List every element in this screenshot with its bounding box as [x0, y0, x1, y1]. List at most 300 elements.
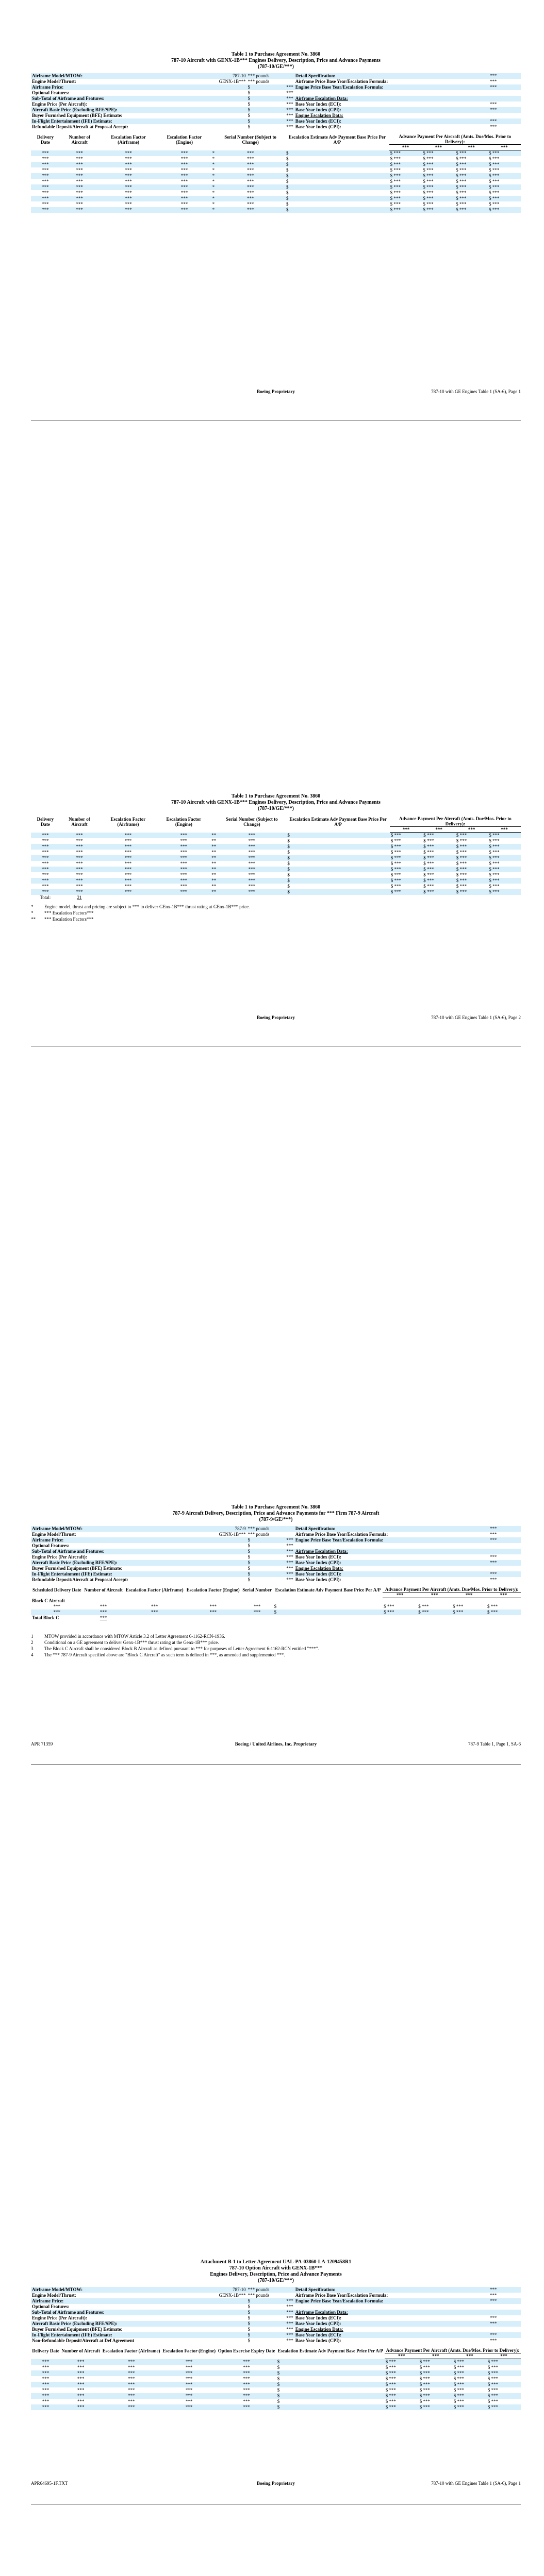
column-header: [286, 827, 389, 833]
summary-value: [466, 90, 521, 96]
total-row: [31, 895, 521, 901]
summary-label: Engine Model/Thrust:: [32, 2293, 76, 2298]
table-cell: $ ***: [455, 207, 488, 213]
summary-label: [294, 90, 466, 96]
summary-label: Engine Price (Per Aircraft):: [32, 101, 87, 107]
table-cell: ***: [60, 207, 100, 213]
summary-label: Airframe Price:: [31, 2298, 187, 2304]
summary-mid: [187, 107, 247, 113]
table-cell: ***: [127, 2387, 135, 2393]
summary-value: ***: [466, 1571, 521, 1577]
table-cell: ***: [124, 838, 132, 843]
summary-row: [31, 96, 521, 101]
summary-value: *** pounds: [247, 73, 271, 79]
table-cell: $: [285, 173, 389, 179]
table-cell: $ ***: [385, 2399, 396, 2404]
table-cell: ***: [42, 850, 49, 855]
table-subheader: [31, 2353, 521, 2359]
table-cell: ***: [185, 2387, 193, 2393]
table-cell: $ ***: [488, 844, 521, 850]
table-cell: ***: [180, 156, 188, 161]
column-header: Escalation Factor (Engine): [166, 816, 202, 827]
table-cell: $ ***: [419, 2376, 431, 2381]
summary-value: [466, 2304, 521, 2310]
summary-label: Engine Price Base Year/Escalation Formula:: [294, 84, 466, 90]
column-header: [100, 145, 158, 150]
summary-value: ***: [286, 2327, 293, 2332]
summary-mid: [187, 84, 247, 90]
table-cell: ***: [185, 1609, 241, 1615]
table-cell: $: [286, 179, 289, 184]
table-cell: ***: [241, 1609, 273, 1615]
summary-value: ***: [466, 1537, 521, 1543]
summary-mid: [187, 101, 247, 107]
table-cell: ***: [99, 867, 157, 872]
summary-value: [466, 96, 521, 101]
table-cell: $ ***: [385, 2370, 419, 2376]
table-cell: $ ***: [455, 889, 488, 895]
summary-value: ***: [466, 1560, 521, 1566]
table-cell: $ ***: [488, 207, 521, 213]
table-cell: ***: [161, 2393, 217, 2399]
summary-value: ***: [466, 2287, 521, 2293]
table-cell: ***: [77, 2365, 85, 2370]
table-row: [31, 872, 521, 878]
table-cell: $ ***: [487, 2404, 521, 2410]
summary-currency: $: [247, 1571, 271, 1577]
table-cell: ***: [76, 850, 83, 855]
table-cell: ***: [180, 201, 188, 207]
table-cell: ***: [100, 1603, 107, 1609]
summary-value: ***: [286, 124, 293, 129]
block-label-row: [31, 1598, 521, 1604]
column-header: [241, 1592, 273, 1598]
summary-value: ***: [286, 1577, 293, 1582]
table-header: [31, 2348, 521, 2353]
summary-label: Airframe Escalation Data:: [294, 96, 466, 101]
table-row: [31, 2393, 521, 2399]
table-cell: ***: [157, 855, 211, 861]
table-cell: $ ***: [487, 2376, 499, 2381]
table-row: [31, 167, 521, 173]
table-cell: ***: [157, 162, 211, 167]
table-subheader: [31, 827, 521, 833]
table-cell: ***: [217, 878, 286, 884]
summary-spacer: [271, 2287, 294, 2293]
table-cell: $: [276, 2370, 385, 2376]
table-cell: $ ***: [456, 861, 467, 866]
column-header: Escalation Factor (Engine): [186, 1587, 240, 1592]
footnote: [31, 916, 521, 922]
summary-row: [31, 1532, 521, 1537]
summary-mid: [187, 1566, 247, 1571]
summary-row: [31, 107, 521, 113]
summary-value: ***: [271, 118, 294, 124]
summary-mid: 787-10: [187, 73, 247, 79]
table-cell: ***: [243, 2399, 250, 2404]
table-cell: $ ***: [489, 201, 500, 207]
column-header: Number of Aircraft: [61, 2348, 101, 2353]
summary-row: [31, 2315, 521, 2321]
column-header: ***: [452, 1592, 486, 1598]
summary-table: [31, 73, 521, 130]
summary-row: [31, 2327, 521, 2332]
table-cell: $ ***: [455, 833, 488, 839]
table-cell: $: [285, 162, 389, 167]
table-row: [31, 184, 521, 190]
column-header: [60, 827, 100, 833]
table-cell: $ ***: [385, 2382, 419, 2387]
table-cell: ***: [216, 184, 285, 190]
table-cell: $: [287, 884, 290, 889]
summary-value: ***: [271, 84, 294, 90]
table-cell: $ ***: [452, 1609, 486, 1615]
summary-currency: $: [248, 2327, 251, 2332]
column-header: ***: [390, 827, 423, 833]
summary-value: ***: [271, 96, 294, 101]
table-subheader: [31, 1592, 521, 1598]
table-cell: $ ***: [390, 867, 423, 872]
page-1: [31, 52, 521, 213]
table-cell: ***: [101, 2382, 161, 2387]
table-cell: ***: [31, 184, 60, 190]
table-cell: ***: [76, 190, 84, 195]
table-cell: ***: [161, 2359, 217, 2365]
table-cell: $: [287, 872, 290, 877]
table-cell: ***: [77, 2399, 85, 2404]
summary-spacer: [271, 1532, 294, 1537]
summary-label: Buyer Furnished Equipment (BFE) Estimate:: [32, 1566, 123, 1571]
table-cell: $ ***: [390, 884, 402, 889]
summary-mid: [187, 124, 247, 130]
table-cell: $ ***: [422, 855, 455, 861]
table-row: [31, 2382, 521, 2387]
table-cell: $: [286, 855, 389, 861]
summary-row: [31, 2304, 521, 2310]
table-cell: $ ***: [489, 179, 500, 184]
summary-label: Airframe Model/MTOW:: [31, 2287, 187, 2293]
table-cell: $ ***: [385, 2359, 419, 2365]
column-header: Escalation Estimate Adv Payment Base Price Per A/P: [275, 1587, 381, 1592]
table-cell: ***: [124, 850, 132, 855]
table-cell: $ ***: [422, 184, 455, 190]
summary-value: ***: [286, 1566, 293, 1571]
table-cell: ***: [246, 167, 254, 173]
table-cell: ***: [60, 173, 100, 179]
summary-value: [466, 2327, 521, 2332]
table-cell: ***: [157, 878, 211, 884]
table-cell: $ ***: [390, 179, 401, 184]
table-cell: $ ***: [488, 173, 521, 179]
table-cell: ***: [248, 884, 256, 889]
summary-spacer: [271, 79, 294, 84]
summary-label: Base Year Index (CPI):: [295, 1577, 341, 1582]
table-cell: ***: [246, 201, 254, 207]
table-cell: ***: [248, 872, 256, 877]
page-4: [31, 2259, 521, 2410]
table-cell: $ ***: [390, 855, 423, 861]
summary-value: ***: [466, 2321, 521, 2327]
summary-currency: $: [248, 124, 251, 129]
summary-row: [31, 2293, 521, 2298]
table-cell: ***: [42, 190, 49, 195]
summary-mid: [187, 1577, 247, 1583]
table-cell: $ ***: [419, 2370, 453, 2376]
table-cell: ***: [217, 2382, 276, 2387]
table-cell: ***: [216, 196, 285, 201]
summary-mid: [187, 2310, 247, 2315]
footnote: [31, 904, 521, 910]
footnotes: [31, 904, 521, 922]
column-header: [211, 145, 216, 150]
table-row: [31, 861, 521, 867]
column-header: ***: [486, 1592, 521, 1598]
table-cell: $ ***: [422, 878, 455, 884]
table-row: [31, 162, 521, 167]
table-cell: ***: [161, 2370, 217, 2376]
table-cell: ***: [185, 2365, 193, 2370]
table-cell: $ ***: [487, 2399, 499, 2404]
table-cell: ***: [217, 2370, 276, 2376]
summary-row: [31, 1560, 521, 1566]
table-cell: ***: [157, 150, 211, 157]
summary-label: Base Year Index (CPI):: [295, 2338, 341, 2343]
table-cell: ***: [180, 179, 188, 184]
table-cell: $: [286, 190, 289, 195]
table-cell: $ ***: [453, 2370, 487, 2376]
summary-label: Engine Escalation Data:: [295, 1566, 343, 1571]
table-row: [31, 867, 521, 872]
column-header: [211, 134, 216, 145]
summary-mid: [187, 2332, 247, 2338]
table-cell: ***: [157, 184, 211, 190]
table-cell: $: [287, 838, 290, 843]
table-cell: *: [212, 190, 215, 195]
table-cell: $ ***: [390, 889, 423, 895]
table-cell: ***: [42, 861, 49, 866]
summary-label: Engine Escalation Data:: [295, 113, 343, 118]
table-cell: $: [285, 196, 389, 201]
table-cell: $ ***: [389, 184, 422, 190]
summary-value: ***: [466, 84, 521, 90]
column-header: Escalation Estimate Adv Payment Base Price Per A/P: [277, 2348, 384, 2353]
table-cell: ***: [243, 2376, 250, 2381]
summary-row: [31, 1554, 521, 1560]
table-cell: $ ***: [419, 2404, 453, 2410]
summary-value: ***: [466, 2332, 521, 2338]
column-header: Escalation Factor (Airframe): [125, 1587, 184, 1592]
delivery-table: [31, 2348, 521, 2410]
summary-row: [31, 90, 521, 96]
table-cell: $: [285, 150, 389, 157]
table-cell: $ ***: [453, 2359, 487, 2365]
table-cell: ***: [99, 833, 157, 839]
column-header: ***: [453, 2353, 487, 2359]
table-row: [31, 855, 521, 861]
summary-currency: $: [248, 2338, 251, 2343]
column-header: [285, 145, 389, 150]
summary-value: ***: [466, 2298, 521, 2304]
table-cell: $ ***: [389, 196, 422, 201]
summary-mid: [187, 90, 247, 96]
table-cell: ***: [31, 844, 60, 850]
summary-value: ***: [489, 79, 497, 84]
table-cell: $ ***: [455, 184, 488, 190]
table-cell: $ ***: [383, 1609, 417, 1615]
summary-label: Aircraft Basic Price (Excluding BFE/SPE):: [31, 1560, 187, 1566]
table-cell: ***: [151, 1603, 158, 1609]
summary-currency: $: [248, 90, 251, 95]
table-cell: **: [211, 855, 217, 860]
table-cell: ***: [76, 884, 83, 889]
table-cell: **: [211, 850, 217, 855]
table-cell: ***: [77, 2376, 85, 2381]
summary-currency: $: [248, 1577, 251, 1582]
footnote-text: Engine model, thrust and pricing are subject to *** to deliver GEnx-1B*** thrust rating at GEnx-1B*** price.: [44, 904, 250, 909]
summary-label: Detail Specification:: [294, 2287, 466, 2293]
table-cell: $ ***: [390, 850, 402, 855]
column-header: [210, 816, 217, 827]
summary-label: Sub-Total of Airframe and Features:: [31, 96, 187, 101]
column-header: Advance Payment Per Aircraft (Amts. Due/Mos. Prior to Delivery):: [389, 134, 521, 145]
table-cell: $ ***: [384, 1603, 394, 1609]
column-header: [217, 2353, 276, 2359]
table-cell: $ ***: [390, 201, 401, 207]
table-cell: ***: [246, 156, 254, 161]
table-cell: $ ***: [422, 173, 455, 179]
table-cell: $ ***: [488, 867, 521, 872]
table-cell: ***: [31, 2393, 60, 2399]
table-cell: ***: [248, 838, 256, 843]
table-cell: ***: [60, 833, 100, 839]
column-header: ***: [389, 145, 422, 150]
table-cell: ***: [42, 2376, 50, 2381]
summary-label: Engine Model/Thrust:: [32, 1532, 76, 1537]
summary-label: [294, 1543, 466, 1549]
table-cell: ***: [60, 2359, 101, 2365]
table-cell: ***: [101, 2404, 161, 2410]
summary-value: ***: [286, 2315, 293, 2320]
summary-mid: [187, 118, 247, 124]
column-header: Serial Number: [242, 1587, 272, 1592]
summary-row: [31, 79, 521, 84]
column-header: Delivery Date: [32, 2348, 59, 2353]
summary-value: *** pounds: [248, 1532, 270, 1537]
summary-label: Airframe Price:: [31, 1537, 187, 1543]
table-cell: $ ***: [422, 889, 455, 895]
summary-mid: [187, 1543, 247, 1549]
table-cell: $: [286, 878, 389, 884]
table-cell: ***: [124, 884, 132, 889]
summary-mid: [187, 2298, 247, 2304]
table-cell: ***: [217, 833, 286, 839]
table-cell: ***: [217, 2359, 276, 2365]
table-cell: ***: [60, 184, 100, 190]
table-cell: **: [211, 884, 217, 889]
table-cell: ***: [31, 1609, 83, 1615]
table-cell: $ ***: [389, 207, 422, 213]
column-header: [273, 1592, 383, 1598]
footnote-text: The Block C Aircraft shall be considered Block B Aircraft as defined pursuant to *** for purposes of Letter Agreement 6-1162-RCN entitled "***".: [44, 1646, 319, 1651]
summary-currency: $: [247, 118, 271, 124]
summary-value: ***: [271, 2321, 294, 2327]
delivery-table: [31, 134, 521, 213]
table-cell: $ ***: [419, 2382, 453, 2387]
table-cell: $ ***: [455, 878, 488, 884]
table-cell: $ ***: [389, 162, 422, 167]
summary-currency: $: [248, 1566, 251, 1571]
table-cell: ***: [60, 844, 100, 850]
table-cell: $ ***: [418, 1603, 429, 1609]
table-cell: $ ***: [456, 190, 467, 195]
table-cell: ***: [100, 162, 158, 167]
table-cell: ***: [124, 1609, 185, 1615]
column-header: ***: [455, 145, 488, 150]
table-cell: $ ***: [487, 2370, 521, 2376]
table-cell: ***: [125, 179, 132, 184]
summary-label: Base Year Index (CPI):: [294, 2321, 466, 2327]
column-header: Scheduled Delivery Date: [32, 1587, 81, 1592]
table-cell: ***: [157, 207, 211, 213]
table-cell: ***: [99, 844, 157, 850]
table-cell: ***: [31, 833, 60, 839]
summary-label: Base Year Index (ECI):: [294, 1571, 466, 1577]
column-header: Escalation Factor (Airframe): [111, 134, 146, 145]
table-cell: ***: [180, 850, 188, 855]
table-cell: $ ***: [487, 2393, 521, 2399]
summary-row: [31, 1549, 521, 1554]
column-header: Advance Payment Per Aircraft (Amts. Due/Mos. Prior to Delivery):: [383, 1587, 521, 1592]
summary-label: Base Year Index (CPI):: [295, 124, 341, 129]
summary-label: Airframe Price Base Year/Escalation Formula:: [295, 1532, 388, 1537]
table-cell: $: [286, 867, 389, 872]
summary-currency: $: [247, 2310, 271, 2315]
table-cell: ***: [99, 855, 157, 861]
summary-row: [31, 84, 521, 90]
table-row: [31, 156, 521, 162]
table-cell: $ ***: [488, 855, 521, 861]
summary-label: Sub-Total of Airframe and Features:: [31, 2310, 187, 2315]
table-cell: $ ***: [423, 884, 434, 889]
summary-value: ***: [466, 1526, 521, 1532]
summary-mid: [187, 2338, 247, 2344]
summary-mid: [187, 2327, 247, 2332]
table-cell: ***: [125, 156, 132, 161]
table-cell: ***: [216, 150, 285, 157]
column-header: [31, 145, 60, 150]
column-header: [216, 145, 285, 150]
table-cell: ***: [60, 162, 100, 167]
summary-value: ***: [489, 1577, 497, 1582]
column-header: [276, 2353, 385, 2359]
table-cell: ***: [243, 2387, 250, 2393]
summary-row: [31, 101, 521, 107]
table-cell: $: [276, 2382, 385, 2387]
table-row: [31, 850, 521, 855]
summary-row: [31, 2298, 521, 2304]
table-cell: $ ***: [423, 190, 434, 195]
column-header: Escalation Factor (Airframe): [110, 816, 146, 827]
table-cell: $: [277, 2387, 280, 2393]
table-cell: $ ***: [455, 162, 488, 167]
column-header: ***: [419, 2353, 453, 2359]
table-cell: ***: [60, 2404, 101, 2410]
summary-currency: $: [247, 2332, 271, 2338]
table-cell: ***: [209, 1603, 217, 1609]
table-cell: $ ***: [453, 1603, 464, 1609]
table-row: [31, 2404, 521, 2410]
summary-value: ***: [466, 107, 521, 113]
